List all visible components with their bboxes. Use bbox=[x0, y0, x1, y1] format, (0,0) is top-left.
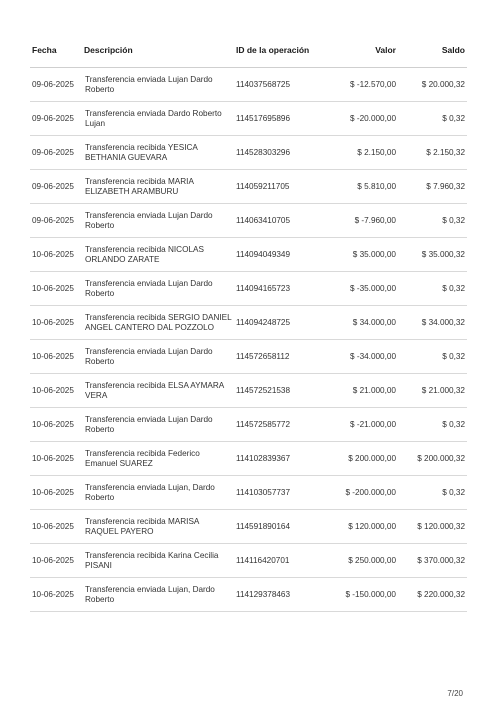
cell-valor: $ 35.000,00 bbox=[319, 238, 398, 272]
page-number: 7/20 bbox=[447, 689, 463, 698]
table-row bbox=[30, 340, 467, 374]
header-descripcion: Descripción bbox=[82, 34, 234, 68]
cell-valor: $ -34.000,00 bbox=[319, 340, 398, 374]
table-body bbox=[30, 68, 467, 612]
transactions-table bbox=[30, 34, 467, 612]
cell-valor: $ -7.960,00 bbox=[319, 204, 398, 238]
header-valor: Valor bbox=[319, 34, 398, 68]
cell-saldo: $ 20.000,32 bbox=[398, 68, 467, 102]
cell-descripcion: Transferencia recibida NICOLAS ORLANDO ZARATE bbox=[82, 238, 234, 272]
cell-id-operacion: 114037568725 bbox=[234, 68, 319, 102]
cell-valor: $ 34.000,00 bbox=[319, 306, 398, 340]
cell-valor: $ 200.000,00 bbox=[319, 442, 398, 476]
cell-fecha: 10-06-2025 bbox=[30, 476, 82, 510]
cell-descripcion: Transferencia recibida YESICA BETHANIA GUEVARA bbox=[82, 136, 234, 170]
cell-valor: $ -150.000,00 bbox=[319, 578, 398, 612]
cell-id-operacion: 114129378463 bbox=[234, 578, 319, 612]
cell-fecha: 09-06-2025 bbox=[30, 68, 82, 102]
cell-id-operacion: 114572658112 bbox=[234, 340, 319, 374]
cell-descripcion: Transferencia enviada Lujan Dardo Roberto bbox=[82, 204, 234, 238]
cell-descripcion: Transferencia enviada Lujan Dardo Roberto bbox=[82, 68, 234, 102]
cell-descripcion: Transferencia enviada Lujan, Dardo Roberto bbox=[82, 476, 234, 510]
cell-id-operacion: 114528303296 bbox=[234, 136, 319, 170]
cell-saldo: $ 34.000,32 bbox=[398, 306, 467, 340]
header-saldo: Saldo bbox=[398, 34, 467, 68]
cell-id-operacion: 114116420701 bbox=[234, 544, 319, 578]
cell-descripcion: Transferencia recibida Federico Emanuel SUAREZ bbox=[82, 442, 234, 476]
cell-valor: $ 120.000,00 bbox=[319, 510, 398, 544]
table-row bbox=[30, 578, 467, 612]
cell-id-operacion: 114103057737 bbox=[234, 476, 319, 510]
cell-valor: $ 21.000,00 bbox=[319, 374, 398, 408]
cell-id-operacion: 114517695896 bbox=[234, 102, 319, 136]
cell-id-operacion: 114102839367 bbox=[234, 442, 319, 476]
cell-descripcion: Transferencia enviada Lujan, Dardo Roberto bbox=[82, 578, 234, 612]
cell-descripcion: Transferencia recibida Karina Cecilia PISANI bbox=[82, 544, 234, 578]
cell-saldo: $ 35.000,32 bbox=[398, 238, 467, 272]
cell-descripcion: Transferencia enviada Lujan Dardo Roberto bbox=[82, 272, 234, 306]
cell-saldo: $ 200.000,32 bbox=[398, 442, 467, 476]
cell-descripcion: Transferencia recibida MARISA RAQUEL PAYERO bbox=[82, 510, 234, 544]
cell-valor: $ 2.150,00 bbox=[319, 136, 398, 170]
cell-fecha: 09-06-2025 bbox=[30, 204, 82, 238]
cell-fecha: 10-06-2025 bbox=[30, 578, 82, 612]
cell-valor: $ -21.000,00 bbox=[319, 408, 398, 442]
table-row bbox=[30, 476, 467, 510]
table-row bbox=[30, 238, 467, 272]
cell-id-operacion: 114094165723 bbox=[234, 272, 319, 306]
cell-descripcion: Transferencia recibida MARIA ELIZABETH ARAMBURU bbox=[82, 170, 234, 204]
cell-valor: $ -12.570,00 bbox=[319, 68, 398, 102]
table-row bbox=[30, 170, 467, 204]
cell-saldo: $ 120.000,32 bbox=[398, 510, 467, 544]
cell-descripcion: Transferencia enviada Dardo Roberto Lujan bbox=[82, 102, 234, 136]
cell-descripcion: Transferencia recibida SERGIO DANIEL ANGEL CANTERO DAL POZZOLO bbox=[82, 306, 234, 340]
cell-fecha: 10-06-2025 bbox=[30, 272, 82, 306]
cell-descripcion: Transferencia enviada Lujan Dardo Roberto bbox=[82, 408, 234, 442]
table-row bbox=[30, 374, 467, 408]
table-row bbox=[30, 136, 467, 170]
cell-id-operacion: 114572521538 bbox=[234, 374, 319, 408]
cell-id-operacion: 114591890164 bbox=[234, 510, 319, 544]
header-row bbox=[30, 34, 467, 68]
cell-saldo: $ 7.960,32 bbox=[398, 170, 467, 204]
cell-saldo: $ 0,32 bbox=[398, 204, 467, 238]
cell-fecha: 10-06-2025 bbox=[30, 408, 82, 442]
cell-saldo: $ 370.000,32 bbox=[398, 544, 467, 578]
cell-id-operacion: 114572585772 bbox=[234, 408, 319, 442]
cell-id-operacion: 114094049349 bbox=[234, 238, 319, 272]
cell-fecha: 10-06-2025 bbox=[30, 442, 82, 476]
cell-valor: $ -35.000,00 bbox=[319, 272, 398, 306]
table-row bbox=[30, 408, 467, 442]
cell-valor: $ -20.000,00 bbox=[319, 102, 398, 136]
table-row bbox=[30, 102, 467, 136]
cell-descripcion: Transferencia enviada Lujan Dardo Roberto bbox=[82, 340, 234, 374]
cell-saldo: $ 2.150,32 bbox=[398, 136, 467, 170]
cell-saldo: $ 21.000,32 bbox=[398, 374, 467, 408]
cell-fecha: 10-06-2025 bbox=[30, 306, 82, 340]
table-row bbox=[30, 272, 467, 306]
cell-fecha: 10-06-2025 bbox=[30, 374, 82, 408]
cell-descripcion: Transferencia recibida ELSA AYMARA VERA bbox=[82, 374, 234, 408]
cell-fecha: 10-06-2025 bbox=[30, 340, 82, 374]
cell-valor: $ 250.000,00 bbox=[319, 544, 398, 578]
cell-fecha: 09-06-2025 bbox=[30, 136, 82, 170]
cell-valor: $ 5.810,00 bbox=[319, 170, 398, 204]
cell-fecha: 10-06-2025 bbox=[30, 238, 82, 272]
cell-fecha: 10-06-2025 bbox=[30, 510, 82, 544]
table-row bbox=[30, 68, 467, 102]
table-row bbox=[30, 306, 467, 340]
cell-saldo: $ 0,32 bbox=[398, 408, 467, 442]
cell-id-operacion: 114059211705 bbox=[234, 170, 319, 204]
table-header bbox=[30, 34, 467, 68]
header-id-operacion: ID de la operación bbox=[234, 34, 319, 68]
cell-id-operacion: 114063410705 bbox=[234, 204, 319, 238]
table-row bbox=[30, 510, 467, 544]
cell-saldo: $ 0,32 bbox=[398, 340, 467, 374]
cell-valor: $ -200.000,00 bbox=[319, 476, 398, 510]
cell-saldo: $ 0,32 bbox=[398, 102, 467, 136]
cell-saldo: $ 0,32 bbox=[398, 476, 467, 510]
cell-fecha: 09-06-2025 bbox=[30, 102, 82, 136]
table-row bbox=[30, 204, 467, 238]
cell-fecha: 10-06-2025 bbox=[30, 544, 82, 578]
cell-saldo: $ 0,32 bbox=[398, 272, 467, 306]
cell-id-operacion: 114094248725 bbox=[234, 306, 319, 340]
cell-fecha: 09-06-2025 bbox=[30, 170, 82, 204]
table-row bbox=[30, 544, 467, 578]
table-row bbox=[30, 442, 467, 476]
header-fecha: Fecha bbox=[30, 34, 82, 68]
cell-saldo: $ 220.000,32 bbox=[398, 578, 467, 612]
